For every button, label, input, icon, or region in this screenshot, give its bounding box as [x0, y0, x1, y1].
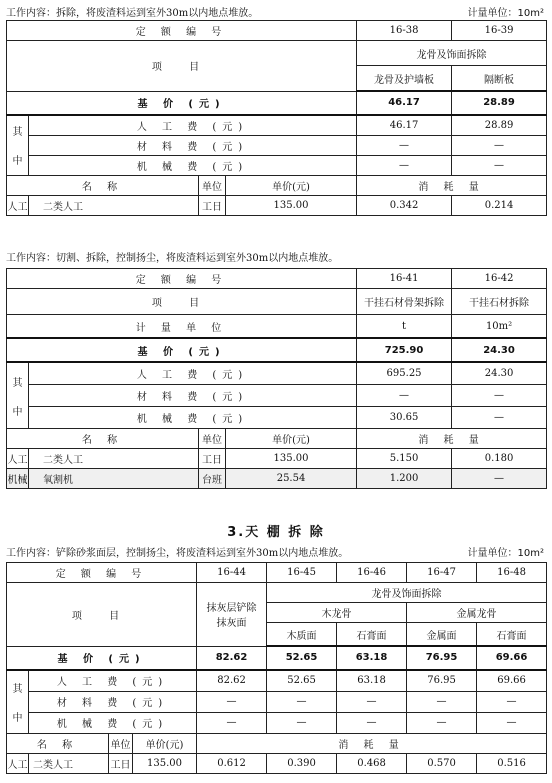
code-cell: 16-45	[267, 563, 337, 583]
labor-fee-label: 人 工 费 (元)	[29, 115, 357, 136]
base-price: 28.89	[452, 91, 547, 115]
consume-header: 消 耗 量	[357, 175, 547, 195]
code-cell: 16-42	[452, 269, 547, 289]
base-price-label: 基 价 (元)	[7, 646, 197, 670]
code-cell: 16-48	[477, 563, 547, 583]
code-cell: 16-46	[337, 563, 407, 583]
labor-fee: 69.66	[477, 670, 547, 692]
base-price: 63.18	[337, 646, 407, 670]
code-cell: 16-47	[407, 563, 477, 583]
material-fee: —	[337, 691, 407, 712]
labor-fee: 52.65	[267, 670, 337, 692]
material-fee: —	[357, 135, 452, 155]
work-content-2: 工作内容：切割、拆除，控制扬尘，将废渣料运到室外30m以内地点堆放。	[6, 253, 339, 264]
machine-fee: 30.65	[357, 407, 452, 429]
base-price: 76.95	[407, 646, 477, 670]
labor-fee: 28.89	[452, 115, 547, 136]
item-name: 金属面	[407, 623, 477, 647]
price-header: 单价(元)	[133, 733, 197, 753]
quota-table-3	[6, 562, 547, 774]
resource-category: 人工	[7, 449, 29, 469]
item-label: 项 目	[7, 583, 197, 647]
qi-zhong-label: 其 中	[7, 115, 29, 176]
work-content-1: 工作内容：拆除，将废渣料运到室外30m以内地点堆放。	[6, 8, 259, 19]
consume-header: 消 耗 量	[357, 429, 547, 449]
labor-fee-label: 人 工 费 (元)	[29, 362, 357, 385]
material-fee: —	[407, 691, 477, 712]
consume-value: 0.468	[337, 753, 407, 773]
labor-fee: 24.30	[452, 362, 547, 385]
qi-zhong-label: 其 中	[7, 362, 29, 429]
consume-value: 5.150	[357, 449, 452, 469]
qi-zhong-label: 其 中	[7, 670, 29, 734]
unit-header: 单位	[199, 175, 226, 195]
resource-price: 135.00	[226, 449, 357, 469]
price-header: 单价(元)	[226, 429, 357, 449]
item-name: 石膏面	[477, 623, 547, 647]
resource-price: 25.54	[226, 469, 357, 489]
base-price: 82.62	[197, 646, 267, 670]
item-name: 干挂石材拆除	[452, 289, 547, 315]
code-cell: 16-44	[197, 563, 267, 583]
resource-category: 人工	[7, 753, 29, 773]
consume-value: 0.214	[452, 195, 547, 215]
resource-price: 135.00	[226, 195, 357, 215]
code-cell: 16-41	[357, 269, 452, 289]
consume-value: —	[452, 469, 547, 489]
base-price: 46.17	[357, 91, 452, 115]
item-name: 干挂石材骨架拆除	[357, 289, 452, 315]
base-price-label: 基 价 (元)	[7, 338, 357, 362]
consume-value: 0.342	[357, 195, 452, 215]
consume-value: 1.200	[357, 469, 452, 489]
base-price-label: 基 价 (元)	[7, 91, 357, 115]
item-label: 项 目	[7, 41, 357, 92]
material-fee: —	[452, 385, 547, 407]
machine-fee: —	[407, 712, 477, 733]
machine-fee: —	[357, 155, 452, 175]
consume-value: 0.516	[477, 753, 547, 773]
consume-value: 0.390	[267, 753, 337, 773]
resource-unit: 工日	[109, 753, 133, 773]
name-header: 名 称	[7, 175, 199, 195]
resource-name: 二类人工	[29, 449, 199, 469]
resource-name: 二类人工	[29, 195, 199, 215]
machine-fee-label: 机 械 费 (元)	[29, 155, 357, 175]
resource-unit: 工日	[199, 449, 226, 469]
consume-value: 0.180	[452, 449, 547, 469]
machine-fee: —	[477, 712, 547, 733]
resource-price: 135.00	[133, 753, 197, 773]
item-name: 龙骨及护墙板	[357, 66, 452, 92]
labor-fee: 63.18	[337, 670, 407, 692]
resource-unit: 台班	[199, 469, 226, 489]
code-label: 定 额 编 号	[7, 21, 357, 41]
resource-name: 氧割机	[29, 469, 199, 489]
item-name: 隔断板	[452, 66, 547, 92]
machine-fee-label: 机 械 费 (元)	[29, 712, 197, 733]
measure-unit-label: 计 量 单 位	[7, 315, 357, 339]
measure-unit-value: 10m²	[452, 315, 547, 339]
labor-fee: 76.95	[407, 670, 477, 692]
code-label: 定 额 编 号	[7, 563, 197, 583]
material-fee: —	[477, 691, 547, 712]
material-fee-label: 材 料 费 (元)	[29, 385, 357, 407]
unit-header: 单位	[109, 733, 133, 753]
material-fee: —	[452, 135, 547, 155]
measure-unit-1: 计量单位：10m²	[467, 8, 544, 19]
resource-name: 二类人工	[29, 753, 109, 773]
work-content-3: 工作内容：铲除砂浆面层，控制扬尘，将废渣料运到室外30m以内地点堆放。	[6, 548, 349, 559]
item-label: 项 目	[7, 289, 357, 315]
code-label: 定 额 编 号	[7, 269, 357, 289]
consume-value: 0.612	[197, 753, 267, 773]
base-price: 725.90	[357, 338, 452, 362]
code-cell: 16-39	[452, 21, 547, 41]
base-price: 52.65	[267, 646, 337, 670]
consume-value: 0.570	[407, 753, 477, 773]
item-name: 石膏面	[337, 623, 407, 647]
group-header: 龙骨及饰面拆除	[267, 583, 547, 603]
labor-fee: 695.25	[357, 362, 452, 385]
material-fee: —	[357, 385, 452, 407]
measure-unit-3: 计量单位：10m²	[467, 548, 544, 559]
machine-fee: —	[452, 407, 547, 429]
machine-fee: —	[267, 712, 337, 733]
consume-header: 消 耗 量	[197, 733, 547, 753]
quota-table-1	[6, 20, 547, 216]
resource-unit: 工日	[199, 195, 226, 215]
material-fee: —	[197, 691, 267, 712]
resource-category: 人工	[7, 195, 29, 215]
machine-fee-label: 机 械 费 (元)	[29, 407, 357, 429]
material-fee: —	[267, 691, 337, 712]
labor-fee-label: 人 工 费 (元)	[29, 670, 197, 692]
machine-fee: —	[452, 155, 547, 175]
unit-header: 单位	[199, 429, 226, 449]
item-name: 抹灰层铲除 抹灰面	[197, 583, 267, 647]
name-header: 名 称	[7, 733, 109, 753]
labor-fee: 82.62	[197, 670, 267, 692]
sub-group-header: 金属龙骨	[407, 603, 547, 623]
resource-category: 机械	[7, 469, 29, 489]
machine-fee: —	[337, 712, 407, 733]
base-price: 24.30	[452, 338, 547, 362]
sub-group-header: 木龙骨	[267, 603, 407, 623]
material-fee-label: 材 料 费 (元)	[29, 135, 357, 155]
name-header: 名 称	[7, 429, 199, 449]
code-cell: 16-38	[357, 21, 452, 41]
price-header: 单价(元)	[226, 175, 357, 195]
quota-table-2	[6, 268, 547, 489]
group-header: 龙骨及饰面拆除	[357, 41, 547, 66]
labor-fee: 46.17	[357, 115, 452, 136]
section-title: 3.天 棚 拆 除	[227, 525, 325, 540]
item-name: 木质面	[267, 623, 337, 647]
measure-unit-value: t	[357, 315, 452, 339]
material-fee-label: 材 料 费 (元)	[29, 691, 197, 712]
machine-fee: —	[197, 712, 267, 733]
base-price: 69.66	[477, 646, 547, 670]
